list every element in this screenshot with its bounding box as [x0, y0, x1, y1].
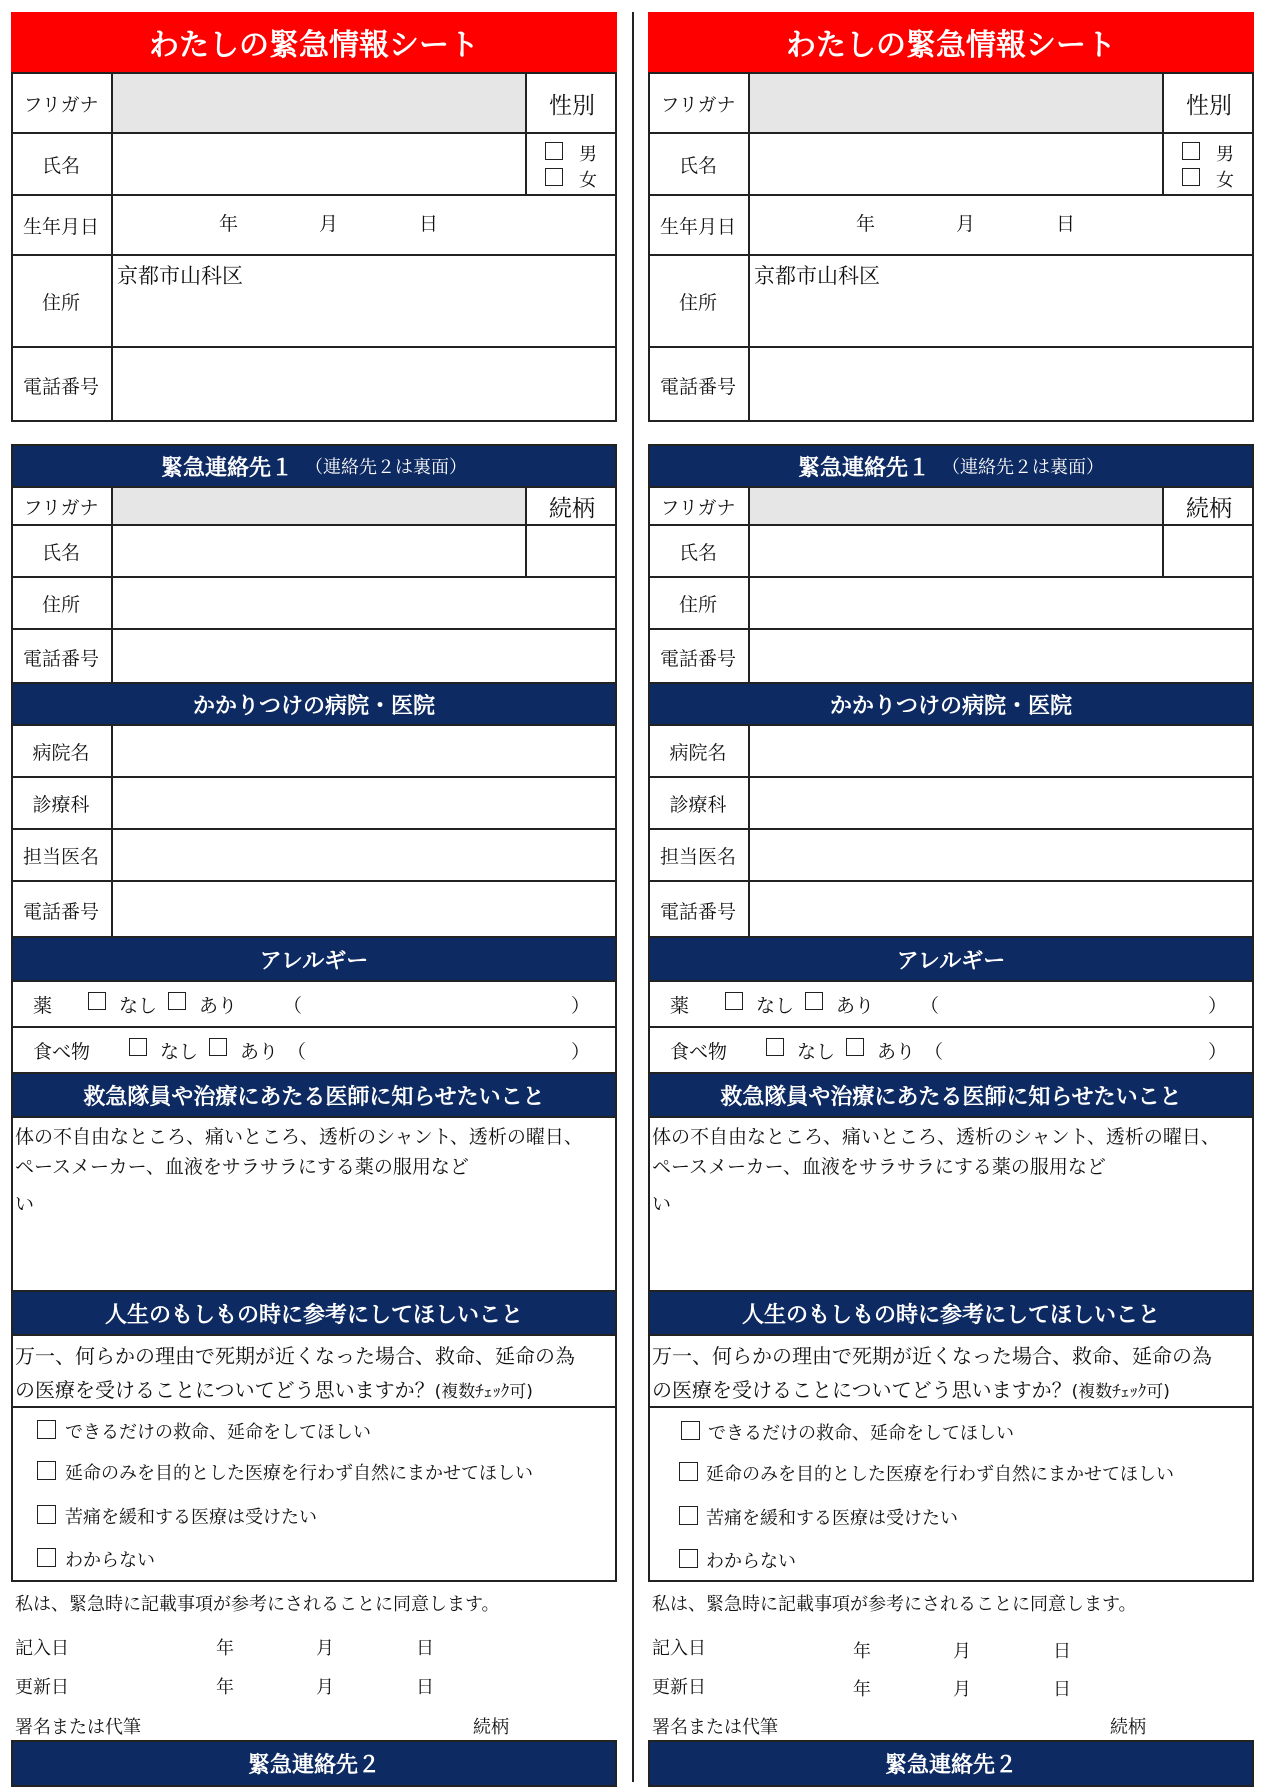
drug-yes-label: あり	[199, 995, 238, 1017]
contact1-phone-label: 電話番号	[659, 647, 736, 670]
food-label: 食べ物	[33, 1041, 91, 1063]
life-question-line1: 万一、何らかの理由で死期が近くなった場合、救命、延命の為	[652, 1344, 1212, 1368]
center-divider	[632, 12, 634, 1782]
doctor-label: 担当医名	[659, 845, 736, 868]
entry-date-label: 記入日	[15, 1638, 69, 1659]
life-header: 人生のもしもの時に参考にしてほしいこと	[648, 1290, 1254, 1336]
food-paren-close: ）	[571, 1041, 591, 1063]
furigana-label: フリガナ	[23, 93, 99, 116]
gender-label: 性別	[1186, 92, 1232, 119]
drug-paren-open: （	[920, 995, 940, 1017]
male-label: 男	[1216, 144, 1234, 165]
contact1-name-label: 氏名	[678, 541, 717, 564]
birth-day: 日	[1056, 213, 1076, 235]
hospital-name-label: 病院名	[669, 741, 727, 764]
notes-line2: ペースメーカー、血液をサラサラにする薬の服用など	[652, 1156, 1106, 1178]
drug-label: 薬	[670, 995, 690, 1017]
name-label: 氏名	[678, 154, 717, 177]
contact1-address-label: 住所	[41, 593, 80, 616]
life-question-text: の医療を受けることについてどう思いますか？	[15, 1378, 435, 1402]
phone-label: 電話番号	[659, 375, 736, 398]
contact1-title: 緊急連絡先１	[797, 455, 930, 481]
food-none-checkbox[interactable]	[766, 1038, 784, 1056]
hospital-header: かかりつけの病院・医院	[648, 682, 1254, 726]
birth-year: 年	[856, 213, 876, 235]
life-question-note: (複数ﾁｪｯｸ可)	[1071, 1382, 1170, 1402]
male-checkbox[interactable]	[545, 142, 563, 160]
drug-none-label: なし	[756, 995, 795, 1017]
notes-line2: ペースメーカー、血液をサラサラにする薬の服用など	[15, 1156, 469, 1178]
contact1-relation-label: 続柄	[1186, 495, 1232, 522]
name-label: 氏名	[41, 154, 80, 177]
option3-checkbox[interactable]	[37, 1505, 56, 1524]
update-day: 日	[416, 1677, 434, 1698]
life-question-text: の医療を受けることについてどう思いますか？	[652, 1378, 1072, 1402]
entry-year: 年	[853, 1641, 871, 1662]
option1-label: できるだけの救命、延命をしてほしい	[708, 1423, 1014, 1444]
option3-label: 苦痛を緩和する医療は受けたい	[706, 1508, 958, 1529]
allergy-header: アレルギー	[648, 936, 1254, 982]
furigana-label: フリガナ	[660, 93, 736, 116]
contact1-furigana-field[interactable]	[750, 488, 1162, 524]
emergency-sheet-left	[11, 12, 617, 1787]
drug-none-label: なし	[119, 995, 158, 1017]
food-none-label: なし	[160, 1041, 199, 1063]
hospital-name-label: 病院名	[32, 741, 90, 764]
notes-header: 救急隊員や治療にあたる医師に知らせたいこと	[648, 1072, 1254, 1118]
food-paren-open: （	[287, 1041, 307, 1063]
furigana-field[interactable]	[113, 74, 525, 132]
sheet-title: わたしの緊急情報シート	[648, 12, 1254, 72]
entry-month: 月	[316, 1638, 334, 1659]
address-label: 住所	[678, 291, 717, 314]
option4-label: わからない	[65, 1550, 155, 1571]
allergy-header: アレルギー	[11, 936, 617, 982]
drug-yes-checkbox[interactable]	[168, 992, 186, 1010]
female-checkbox[interactable]	[1182, 168, 1200, 186]
food-none-checkbox[interactable]	[129, 1038, 147, 1056]
emergency-sheet-right	[648, 12, 1254, 1787]
address-value: 京都市山科区	[117, 264, 243, 288]
contact1-note: （連絡先２は裏面）	[305, 457, 467, 478]
update-year: 年	[216, 1677, 234, 1698]
food-yes-label: あり	[877, 1041, 916, 1063]
birthdate-label: 生年月日	[659, 215, 736, 238]
food-paren-open: （	[924, 1041, 944, 1063]
address-label: 住所	[41, 291, 80, 314]
birth-day: 日	[419, 213, 439, 235]
update-date-label: 更新日	[652, 1677, 706, 1698]
female-checkbox[interactable]	[545, 168, 563, 186]
male-checkbox[interactable]	[1182, 142, 1200, 160]
life-header: 人生のもしもの時に参考にしてほしいこと	[11, 1290, 617, 1336]
option2-checkbox[interactable]	[679, 1462, 698, 1481]
notes-line1: 体の不自由なところ、痛いところ、透析のシャント、透析の曜日、	[15, 1126, 583, 1148]
department-label: 診療科	[32, 793, 90, 816]
food-yes-checkbox[interactable]	[209, 1038, 227, 1056]
signature-label: 署名または代筆	[652, 1717, 778, 1738]
entry-day: 日	[416, 1638, 434, 1659]
drug-none-checkbox[interactable]	[88, 992, 106, 1010]
contact1-phone-label: 電話番号	[22, 647, 99, 670]
notes-header: 救急隊員や治療にあたる医師に知らせたいこと	[11, 1072, 617, 1118]
notes-line3: い	[652, 1193, 672, 1215]
option3-checkbox[interactable]	[679, 1506, 698, 1525]
food-yes-checkbox[interactable]	[846, 1038, 864, 1056]
female-label: 女	[1216, 170, 1234, 191]
contact1-furigana-label: フリガナ	[23, 496, 99, 519]
drug-yes-checkbox[interactable]	[805, 992, 823, 1010]
signature-relation-label: 続柄	[1110, 1717, 1146, 1738]
option2-label: 延命のみを目的とした医療を行わず自然にまかせてほしい	[706, 1464, 1174, 1485]
life-question-line2	[15, 1374, 533, 1403]
option1-checkbox[interactable]	[681, 1421, 700, 1440]
hospital-phone-label: 電話番号	[22, 900, 99, 923]
female-label: 女	[579, 170, 597, 191]
hospital-header: かかりつけの病院・医院	[11, 682, 617, 726]
contact1-relation-label: 続柄	[549, 495, 595, 522]
food-label: 食べ物	[670, 1041, 728, 1063]
food-yes-label: あり	[240, 1041, 279, 1063]
food-paren-close: ）	[1208, 1041, 1228, 1063]
phone-label: 電話番号	[22, 375, 99, 398]
department-label: 診療科	[669, 793, 727, 816]
drug-label: 薬	[33, 995, 53, 1017]
birth-month: 月	[956, 213, 976, 235]
contact1-name-label: 氏名	[41, 541, 80, 564]
entry-day: 日	[1053, 1641, 1071, 1662]
drug-paren-close: ）	[1208, 995, 1228, 1017]
signature-relation-label: 続柄	[473, 1717, 509, 1738]
option3-label: 苦痛を緩和する医療は受けたい	[65, 1507, 317, 1528]
option4-checkbox[interactable]	[37, 1548, 56, 1567]
life-question-note: (複数ﾁｪｯｸ可)	[434, 1382, 533, 1402]
consent-text: 私は、緊急時に記載事項が参考にされることに同意します。	[652, 1594, 1137, 1615]
hospital-phone-label: 電話番号	[659, 900, 736, 923]
life-question-line2	[652, 1374, 1170, 1403]
option4-checkbox[interactable]	[679, 1549, 698, 1568]
notes-line1: 体の不自由なところ、痛いところ、透析のシャント、透析の曜日、	[652, 1126, 1220, 1148]
contact1-furigana-field[interactable]	[113, 488, 525, 524]
sheet-title: わたしの緊急情報シート	[11, 12, 617, 72]
option4-label: わからない	[706, 1551, 796, 1572]
birthdate-label: 生年月日	[22, 215, 99, 238]
entry-year: 年	[216, 1638, 234, 1659]
birth-year: 年	[219, 213, 239, 235]
entry-date-label: 記入日	[652, 1638, 706, 1659]
update-year: 年	[853, 1679, 871, 1700]
option1-label: できるだけの救命、延命をしてほしい	[65, 1422, 371, 1443]
contact2-header: 緊急連絡先２	[648, 1740, 1254, 1787]
food-none-label: なし	[797, 1041, 836, 1063]
contact1-address-label: 住所	[678, 593, 717, 616]
address-value: 京都市山科区	[754, 264, 880, 288]
update-month: 月	[953, 1679, 971, 1700]
doctor-label: 担当医名	[22, 845, 99, 868]
contact1-header	[11, 444, 617, 488]
drug-none-checkbox[interactable]	[725, 992, 743, 1010]
contact1-note: （連絡先２は裏面）	[942, 457, 1104, 478]
male-label: 男	[579, 144, 597, 165]
update-month: 月	[316, 1677, 334, 1698]
notes-line3: い	[15, 1193, 35, 1215]
contact2-header: 緊急連絡先２	[11, 1740, 617, 1787]
option1-checkbox[interactable]	[37, 1420, 56, 1439]
furigana-field[interactable]	[750, 74, 1162, 132]
contact1-header	[648, 444, 1254, 488]
option2-label: 延命のみを目的とした医療を行わず自然にまかせてほしい	[65, 1463, 533, 1484]
update-date-label: 更新日	[15, 1677, 69, 1698]
gender-label: 性別	[549, 92, 595, 119]
update-day: 日	[1053, 1679, 1071, 1700]
consent-text: 私は、緊急時に記載事項が参考にされることに同意します。	[15, 1594, 500, 1615]
life-question-line1: 万一、何らかの理由で死期が近くなった場合、救命、延命の為	[15, 1344, 575, 1368]
drug-paren-close: ）	[571, 995, 591, 1017]
contact1-furigana-label: フリガナ	[660, 496, 736, 519]
drug-yes-label: あり	[836, 995, 875, 1017]
entry-month: 月	[953, 1641, 971, 1662]
signature-label: 署名または代筆	[15, 1717, 141, 1738]
drug-paren-open: （	[283, 995, 303, 1017]
contact1-title: 緊急連絡先１	[160, 455, 293, 481]
option2-checkbox[interactable]	[37, 1461, 56, 1480]
birth-month: 月	[319, 213, 339, 235]
